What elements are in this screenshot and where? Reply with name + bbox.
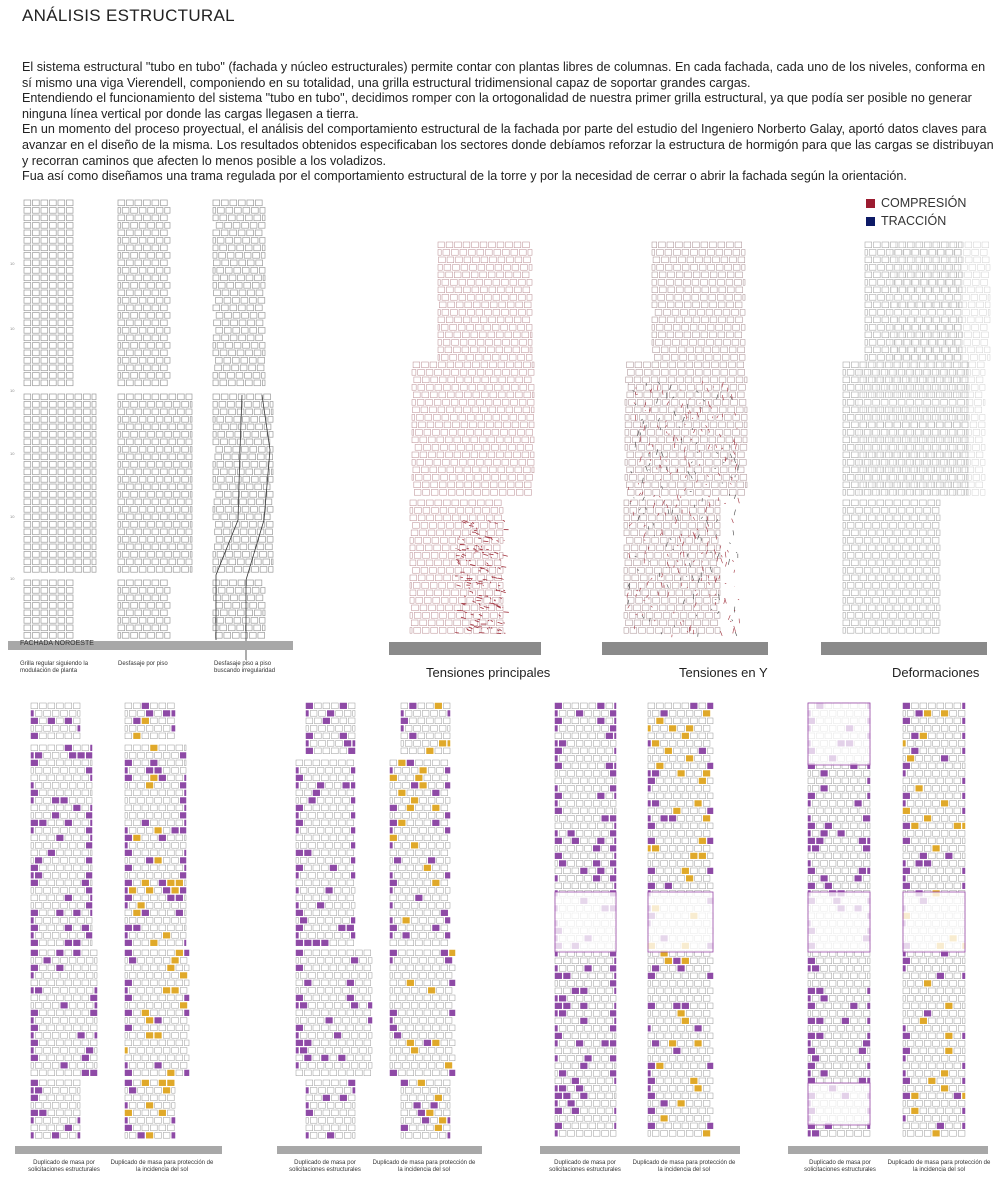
- tensiones-principales-diagram: [389, 242, 541, 655]
- floor-tick: 10: [10, 514, 15, 519]
- intro-paragraph-3: En un momento del proceso proyectual, el análisis del comportamiento estructural de la fachada por parte del estudio del Ingeniero Norberto Galay, aportó datos claves para avanzar en el diseño de la misma. Los resultados obtenidos especificaban los sectores donde debíamos reforzar la estructura de hormigón para que las cargas se distribuyan y recorran caminos que afecten lo menos posible a los voladizos.: [22, 122, 994, 168]
- deformaciones-diagram: [821, 242, 990, 655]
- bottom-caption-4b: Duplicado de masa para protección de la incidencia del sol: [887, 1160, 991, 1173]
- fachada-label: FACHADA NOROESTE: [20, 640, 94, 647]
- tensiones-principales-label: Tensiones principales: [426, 665, 551, 680]
- top-facade-studies: [8, 200, 293, 660]
- desfasaje-irregular-caption: Desfasaje piso a piso buscando irregularidad: [214, 661, 276, 674]
- floor-tick: 10: [10, 451, 15, 456]
- tensiones-y-diagram: [602, 242, 768, 655]
- tensiones-y-label: Tensiones en Y: [679, 665, 768, 680]
- floor-tick: 10: [10, 326, 15, 331]
- floor-tick: 10: [10, 388, 15, 393]
- bottom-caption-3b: Duplicado de masa para protección de la incidencia del sol: [632, 1160, 736, 1173]
- compresion-label: COMPRESIÓN: [881, 196, 967, 210]
- intro-paragraph-2: Entendiendo el funcionamiento del sistema "tubo en tubo", decidimos romper con la ortogonalidad de nuestra primer grilla estructural, ya que podía ser posible no generar ninguna línea vertical por donde las cargas llegasen a tierra.: [22, 91, 972, 121]
- bottom-pair-4: [788, 703, 988, 1154]
- deformaciones-label: Deformaciones: [892, 665, 980, 680]
- page-title: ANÁLISIS ESTRUCTURAL: [22, 6, 235, 25]
- bottom-caption-1a: Duplicado de masa por solicitaciones estructurales: [28, 1160, 100, 1173]
- bottom-caption-4a: Duplicado de masa por solicitaciones estructurales: [804, 1160, 876, 1173]
- bottom-caption-3a: Duplicado de masa por solicitaciones estructurales: [549, 1160, 621, 1173]
- bottom-caption-2a: Duplicado de masa por solicitaciones estructurales: [289, 1160, 361, 1173]
- grilla-caption: Grilla regular siguiendo la modulación de planta: [20, 661, 89, 674]
- traccion-label: TRACCIÓN: [881, 214, 947, 228]
- bottom-caption-1b: Duplicado de masa para protección de la incidencia del sol: [110, 1160, 214, 1173]
- desfasaje-caption: Desfasaje por piso: [118, 661, 168, 667]
- intro-paragraph-4: Fua así como diseñamos una trama regulada por el comportamiento estructural de la torre y por la necesidad de cerrar o abrir la fachada según la orientación.: [22, 169, 907, 184]
- floor-tick: 10: [10, 261, 15, 266]
- floor-tick: 10: [10, 576, 15, 581]
- bottom-pair-1: [15, 703, 222, 1154]
- bottom-pair-3: [540, 703, 740, 1154]
- bottom-caption-2b: Duplicado de masa para protección de la incidencia del sol: [372, 1160, 476, 1173]
- bottom-pair-2: [277, 703, 482, 1154]
- intro-paragraph-1: El sistema estructural "tubo en tubo" (fachada y núcleo estructurales) permite contar con plantas libres de columnas. En cada fachada, cada uno de los niveles, conforma en sí mismo una viga Vierendell, componiendo en su totalidad, una grilla estructural tridimensional capaz de soportar grandes cargas.: [22, 60, 986, 90]
